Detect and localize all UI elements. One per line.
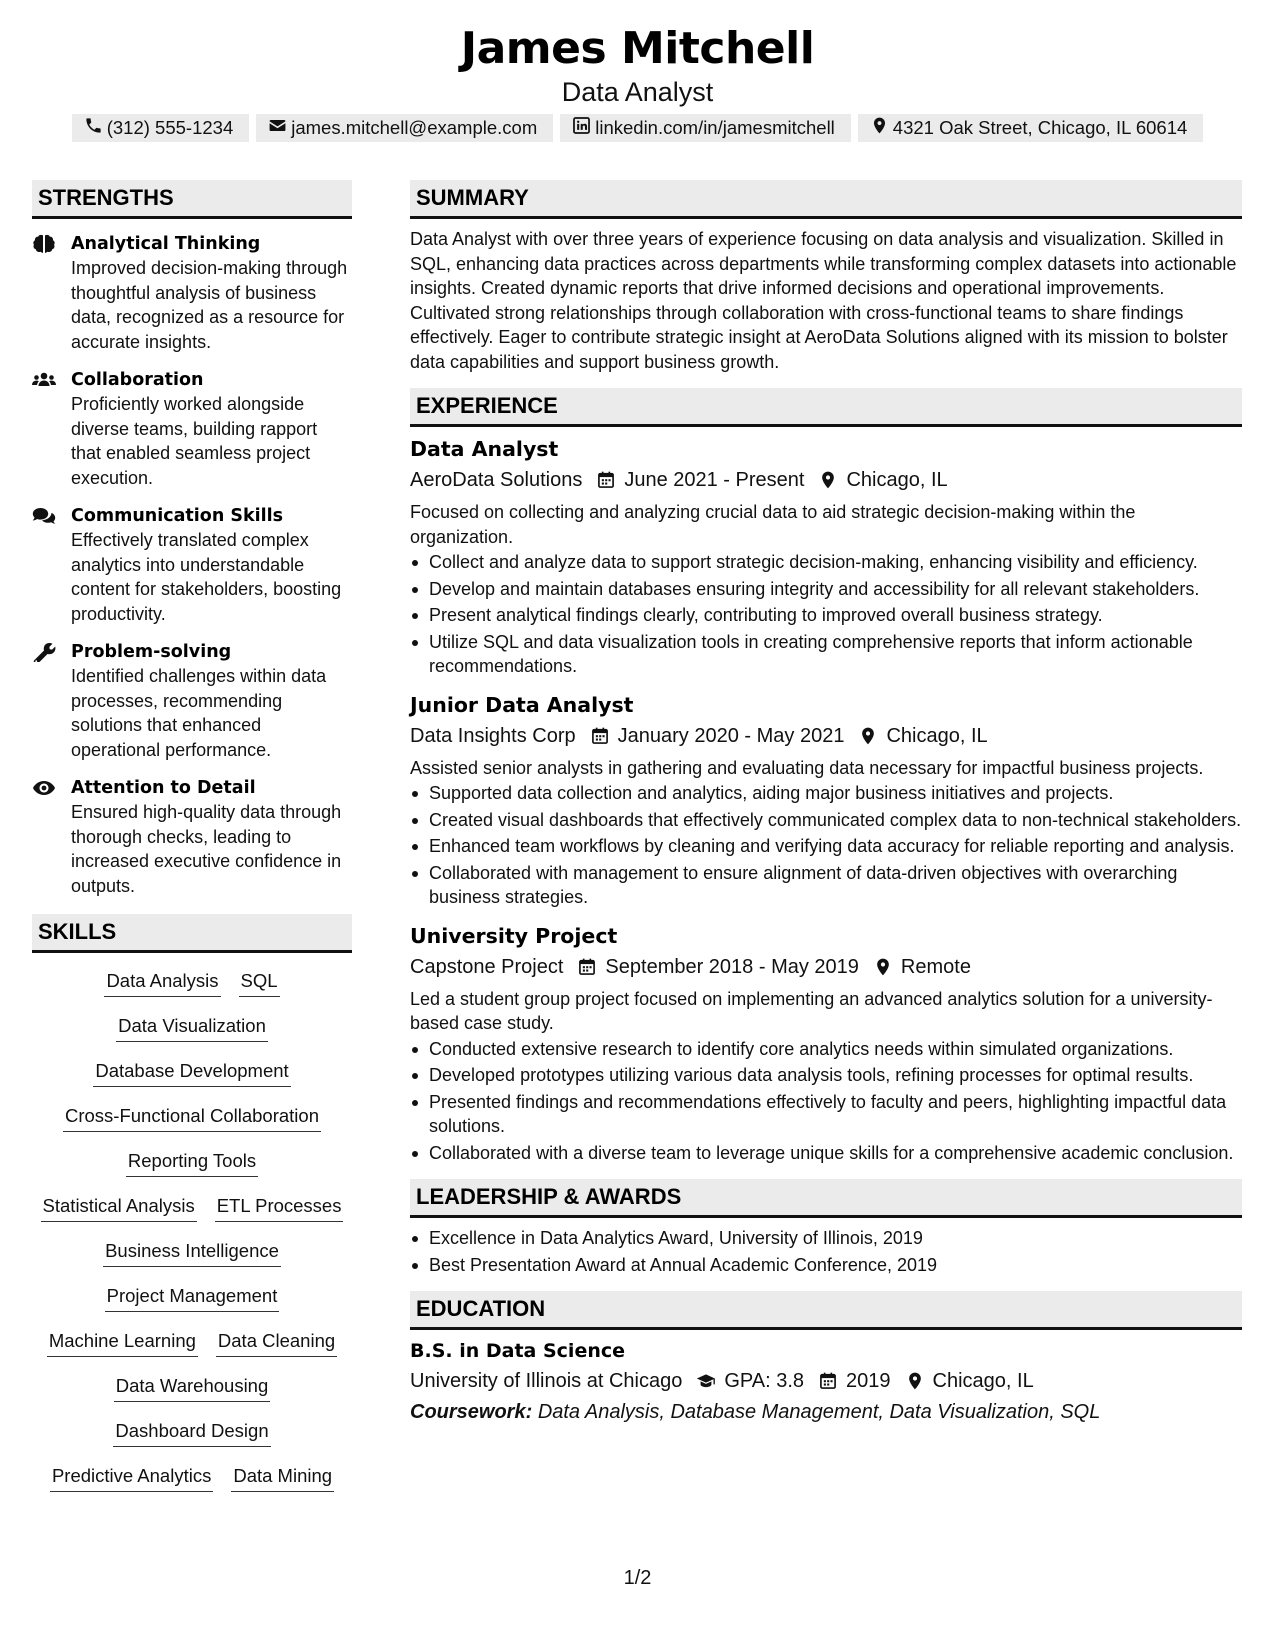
job-description: Assisted senior analysts in gathering and evaluating data necessary for impactful business projects. — [410, 757, 1204, 778]
location-pin-icon — [870, 116, 889, 140]
strengths-list — [32, 232, 352, 898]
company-name: Capstone Project — [410, 955, 564, 978]
location-pin-icon — [905, 1371, 925, 1391]
contact-address[interactable] — [858, 114, 1203, 142]
calendar-icon — [577, 957, 597, 977]
skill-row — [32, 1147, 352, 1192]
skill-tag: Database Development — [93, 1057, 290, 1087]
skill-tag: ETL Processes — [215, 1192, 344, 1222]
skill-tag: Machine Learning — [47, 1327, 198, 1357]
school-name: University of Illinois at Chicago — [410, 1370, 683, 1392]
graduation-cap-icon — [696, 1371, 716, 1391]
job-location: Chicago, IL — [846, 469, 948, 491]
job-meta — [410, 952, 1242, 982]
skill-tag: Business Intelligence — [103, 1237, 281, 1267]
calendar-icon — [590, 726, 610, 746]
strength-item — [32, 640, 352, 762]
linkedin-icon — [572, 116, 591, 140]
coursework — [410, 1397, 1242, 1427]
job-title: Junior Data Analyst — [410, 692, 634, 717]
job-meta — [410, 465, 1242, 495]
strength-item — [32, 368, 352, 490]
brain-icon — [32, 234, 56, 254]
company-name: Data Insights Corp — [410, 724, 576, 747]
strength-title: Attention to Detail — [71, 778, 256, 798]
skill-tag: Reporting Tools — [126, 1147, 258, 1177]
right-column — [410, 180, 1242, 1427]
location-pin-icon — [858, 726, 878, 746]
left-column — [32, 180, 352, 1507]
strength-item — [32, 776, 352, 898]
strength-desc: Proficiently worked alongside diverse teams, building rapport that enabled seamless project execution. — [71, 394, 318, 488]
phone-icon — [84, 116, 103, 140]
job-title: University Project — [410, 923, 618, 948]
list-item: Conducted extensive research to identify core analytics needs within simulated organizations. — [410, 1037, 1242, 1062]
skill-row — [32, 1417, 352, 1462]
strength-item — [32, 504, 352, 626]
skill-row — [32, 1102, 352, 1147]
job-entry — [410, 691, 1242, 910]
eye-icon — [32, 778, 56, 798]
job-dates: January 2020 - May 2021 — [617, 724, 845, 747]
contact-phone[interactable] — [72, 114, 250, 142]
list-item: Collaborated with management to ensure alignment of data-driven objectives with overarching business strategies. — [410, 861, 1242, 910]
strength-item — [32, 232, 352, 354]
list-item: Utilize SQL and data visualization tools in creating comprehensive reports that inform actionable recommendations. — [410, 630, 1242, 679]
skill-row — [32, 1327, 352, 1372]
job-bullets — [410, 781, 1242, 910]
skills-list — [32, 967, 352, 1507]
contact-bar — [0, 114, 1275, 142]
list-item: Best Presentation Award at Annual Academic Conference, 2019 — [410, 1253, 1242, 1278]
contact-linkedin[interactable] — [560, 114, 851, 142]
list-item: Collaborated with a diverse team to leverage unique skills for a comprehensive academic conclusion. — [410, 1141, 1242, 1166]
contact-address-text: 4321 Oak Street, Chicago, IL 60614 — [892, 117, 1188, 138]
job-entry — [410, 922, 1242, 1166]
job-dates: June 2021 - Present — [624, 469, 805, 491]
job-meta — [410, 721, 1242, 751]
strength-title: Collaboration — [71, 370, 204, 390]
list-item: Collect and analyze data to support strategic decision-making, enhancing visibility and efficiency. — [410, 550, 1242, 575]
contact-email[interactable] — [256, 114, 553, 142]
strength-desc: Effectively translated complex analytics into understandable content for stakeholders, boosting productivity. — [71, 530, 342, 624]
skill-tag: Project Management — [105, 1282, 280, 1312]
awards-heading: LEADERSHIP & AWARDS — [410, 1179, 1242, 1218]
strength-desc: Ensured high-quality data through thorough checks, leading to increased executive confidence in outputs. — [71, 802, 342, 896]
contact-linkedin-text: linkedin.com/in/jamesmitchell — [595, 117, 835, 138]
graduation-year: 2019 — [846, 1370, 891, 1392]
list-item: Presented findings and recommendations effectively to faculty and peers, highlighting impactful data solutions. — [410, 1090, 1242, 1139]
school-location: Chicago, IL — [932, 1370, 1034, 1392]
comments-icon — [32, 506, 56, 526]
strengths-heading: STRENGTHS — [32, 180, 352, 219]
list-item: Present analytical findings clearly, contributing to improved overall business strategy. — [410, 603, 1242, 628]
location-pin-icon — [818, 470, 838, 490]
strength-desc: Improved decision-making through thoughtful analysis of business data, recognized as a resource for accurate insights. — [71, 258, 348, 352]
skill-row — [32, 1192, 352, 1237]
awards-list — [410, 1226, 1242, 1277]
list-item: Developed prototypes utilizing various data analysis tools, refining processes for optimal results. — [410, 1063, 1242, 1088]
skill-tag: Data Mining — [231, 1462, 334, 1492]
coursework-list: Data Analysis, Database Management, Data Visualization, SQL — [537, 1401, 1101, 1423]
users-icon — [32, 370, 56, 390]
skill-row — [32, 1372, 352, 1417]
skill-tag: Data Warehousing — [114, 1372, 271, 1402]
strength-title: Problem-solving — [71, 642, 232, 662]
summary-text: Data Analyst with over three years of experience focusing on data analysis and visualization. Skilled in SQL, enhancing data practices across departments while transforming complex datasets into actionable insights. Created dynamic reports that drive informed decisions and operational improvements. Cultivated strong relationships through collaboration with cross-functional teams to share findings effectively. Eager to contribute strategic insight at AeroData Solutions aligned with its mission to bolster data capabilities and support business growth. — [410, 229, 1237, 372]
job-entry — [410, 435, 1242, 679]
skill-row — [32, 1012, 352, 1057]
skill-row — [32, 967, 352, 1012]
job-description: Focused on collecting and analyzing crucial data to aid strategic decision-making within the organization. — [410, 502, 1136, 547]
skill-row — [32, 1282, 352, 1327]
skill-row — [32, 1057, 352, 1102]
location-pin-icon — [873, 957, 893, 977]
skill-row — [32, 1462, 352, 1507]
experience-heading: EXPERIENCE — [410, 388, 1242, 427]
strength-title: Analytical Thinking — [71, 234, 261, 254]
job-dates: September 2018 - May 2019 — [605, 955, 859, 978]
education-meta — [410, 1366, 1242, 1396]
list-item: Enhanced team workflows by cleaning and verifying data accuracy for reliable reporting and analysis. — [410, 834, 1242, 859]
job-bullets — [410, 550, 1242, 679]
education-heading: EDUCATION — [410, 1291, 1242, 1330]
summary-heading: SUMMARY — [410, 180, 1242, 219]
contact-phone-text: (312) 555-1234 — [106, 117, 234, 138]
company-name: AeroData Solutions — [410, 469, 583, 491]
skill-tag: Dashboard Design — [113, 1417, 270, 1447]
skills-heading: SKILLS — [32, 914, 352, 953]
list-item: Supported data collection and analytics, aiding major business initiatives and projects. — [410, 781, 1242, 806]
skill-tag: Predictive Analytics — [50, 1462, 213, 1492]
skill-tag: Data Analysis — [104, 967, 220, 997]
wrench-icon — [32, 642, 56, 662]
skill-tag: SQL — [239, 967, 280, 997]
skill-tag: Statistical Analysis — [41, 1192, 197, 1222]
candidate-title: Data Analyst — [561, 77, 714, 107]
skill-tag: Data Visualization — [116, 1012, 268, 1042]
skill-tag: Data Cleaning — [216, 1327, 337, 1357]
list-item: Created visual dashboards that effectively communicated complex data to non-technical stakeholders. — [410, 808, 1242, 833]
candidate-name: James Mitchell — [460, 23, 815, 74]
job-bullets — [410, 1037, 1242, 1166]
page-number: 1/2 — [623, 1567, 652, 1589]
skill-row — [32, 1237, 352, 1282]
coursework-label: Coursework: — [410, 1401, 533, 1423]
strength-title: Communication Skills — [71, 506, 284, 526]
gpa: GPA: 3.8 — [724, 1370, 805, 1392]
contact-email-text: james.mitchell@example.com — [291, 117, 538, 138]
strength-desc: Identified challenges within data processes, recommending solutions that enhanced operational performance. — [71, 666, 327, 760]
job-description: Led a student group project focused on implementing an advanced analytics solution for a university-based case study. — [410, 988, 1213, 1033]
job-location: Remote — [900, 955, 971, 978]
calendar-icon — [818, 1371, 838, 1391]
list-item: Develop and maintain databases ensuring integrity and accessibility for all relevant stakeholders. — [410, 577, 1242, 602]
job-location: Chicago, IL — [886, 724, 988, 747]
envelope-icon — [268, 116, 287, 140]
skill-tag: Cross-Functional Collaboration — [63, 1102, 321, 1132]
job-title: Data Analyst — [410, 437, 559, 461]
list-item: Excellence in Data Analytics Award, University of Illinois, 2019 — [410, 1226, 1242, 1251]
resume-header — [0, 22, 1275, 108]
degree-title: B.S. in Data Science — [410, 1340, 626, 1362]
calendar-icon — [596, 470, 616, 490]
